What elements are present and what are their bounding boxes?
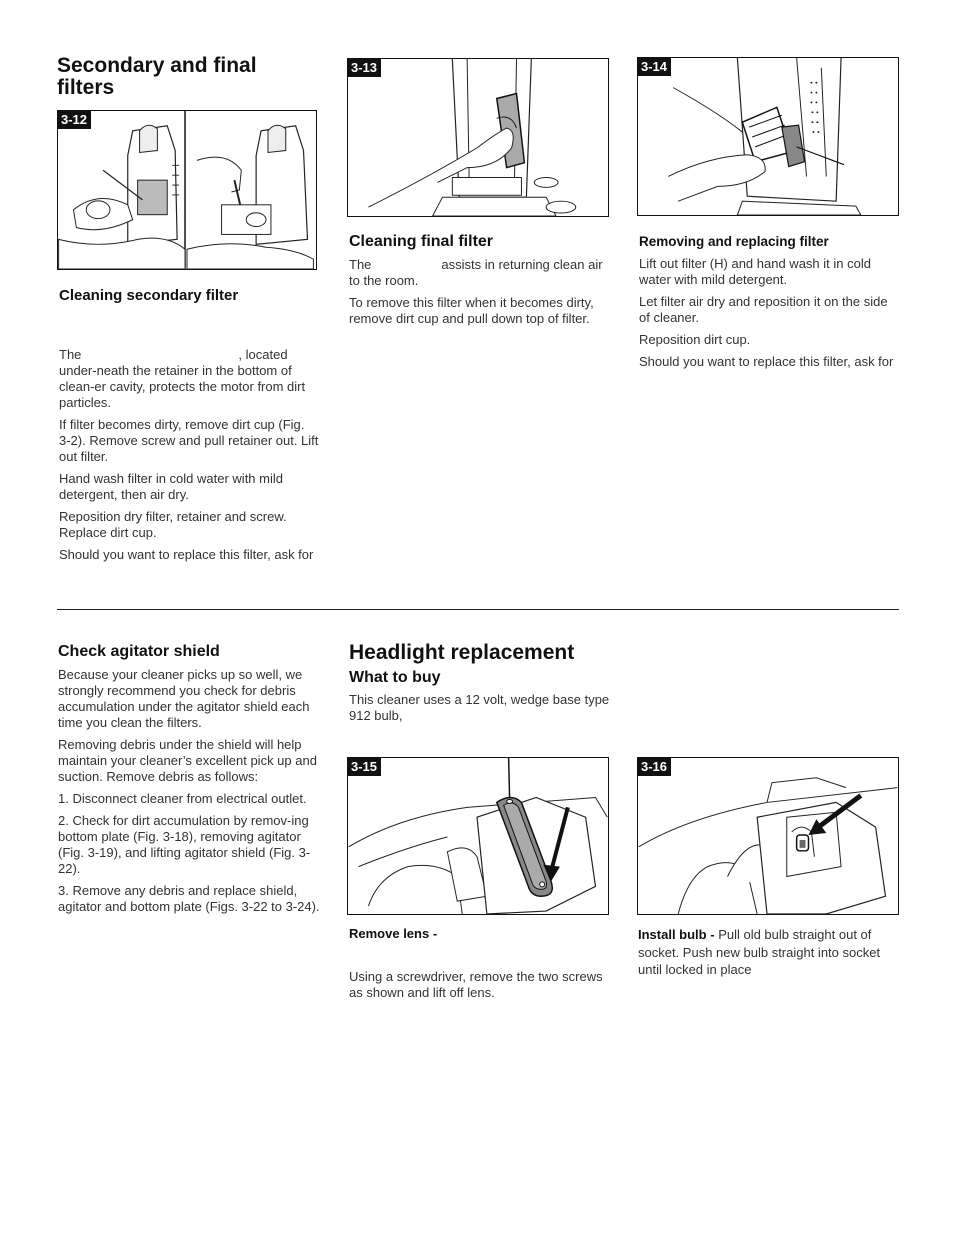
secondary-filter-heading: Cleaning secondary filter	[59, 287, 239, 304]
page-title: Secondary and final filters	[57, 54, 257, 99]
agitator-p1: Because your cleaner picks up so well, we strongly recommend you check for debris accumulation under the agitator shield each time you clean the filters.	[58, 667, 310, 730]
final-p1	[349, 257, 611, 289]
headlight-title: Headlight replacement	[349, 641, 575, 664]
secondary-p1-rest: , located under-neath the retainer in the bottom of clean-er cavity, protects the motor from dirt particles.	[59, 347, 306, 410]
figure-3-12-illustration	[58, 111, 316, 269]
agitator-p5: 3. Remove any debris and replace shield, agitator and bottom plate (Figs. 3-22 to 3-24).	[58, 883, 320, 914]
figure-3-14	[637, 57, 899, 216]
remove-lens-heading: Remove lens -	[349, 926, 438, 941]
final-filter-heading: Cleaning final filter	[349, 233, 494, 250]
agitator-heading: Check agitator shield	[58, 643, 220, 660]
secondary-p2: If filter becomes dirty, remove dirt cup (Fig. 3-2). Remove screw and pull retainer out. Lift out filter.	[59, 417, 319, 464]
remove-lens-block	[349, 926, 611, 1007]
replace-p4: Should you want to replace this filter, ask for	[639, 354, 894, 369]
install-bulb-heading: Install bulb -	[638, 927, 715, 942]
replace-p2: Let filter air dry and reposition it on the side of cleaner.	[639, 294, 888, 325]
secondary-p4: Reposition dry filter, retainer and screw. Replace dirt cup.	[59, 509, 287, 540]
final-p1-rest: assists in returning clean air to the room.	[349, 257, 603, 288]
replace-p1: Lift out filter (H) and hand wash it in cold water with mild detergent.	[639, 256, 871, 287]
agitator-p3: 1. Disconnect cleaner from electrical outlet.	[58, 791, 307, 806]
figure-3-16-illustration	[638, 758, 898, 914]
secondary-p1-start: The	[59, 347, 82, 362]
figure-3-16	[637, 757, 899, 915]
figure-label: 3-13	[348, 59, 381, 77]
secondary-p5: Should you want to replace this filter, ask for	[59, 547, 314, 562]
figure-3-13-illustration	[348, 59, 608, 216]
install-bulb-body: Pull old bulb straight out of socket. Push new bulb straight into socket until locked in place	[638, 927, 881, 977]
final-p2: To remove this filter when it becomes dirty, remove dirt cup and pull down top of filter.	[349, 295, 594, 326]
figure-3-14-illustration	[638, 58, 898, 215]
figure-label: 3-15	[348, 758, 381, 776]
figure-3-13	[347, 58, 609, 217]
final-p1-start: The	[349, 257, 372, 272]
what-to-buy-p1: This cleaner uses a 12 volt, wedge base type 912 bulb,	[349, 692, 610, 723]
secondary-p1	[59, 347, 319, 411]
figure-label: 3-16	[638, 758, 671, 776]
section-divider	[57, 609, 899, 610]
what-to-buy-text	[349, 692, 611, 730]
figure-label: 3-14	[638, 58, 671, 76]
what-to-buy-heading: What to buy	[349, 669, 441, 686]
replace-filter-text	[639, 256, 901, 376]
agitator-p2: Removing debris under the shield will help maintain your cleaner’s excellent pick up and suction. Remove debris as follows:	[58, 737, 317, 784]
install-bulb-text	[638, 926, 900, 979]
figure-3-12	[57, 110, 317, 270]
figure-3-15-illustration	[348, 758, 608, 914]
replace-p3: Reposition dirt cup.	[639, 332, 751, 347]
agitator-p4: 2. Check for dirt accumulation by remov-ing bottom plate (Fig. 3-18), removing agitator (Fig. 3-19), and lifting agitator shield (Fig. 3-22).	[58, 813, 311, 876]
install-bulb-block	[638, 926, 900, 985]
remove-lens-body: Using a screwdriver, remove the two screws as shown and lift off lens.	[349, 969, 603, 1000]
figure-3-15	[347, 757, 609, 915]
final-filter-text	[349, 257, 611, 333]
agitator-text	[58, 667, 320, 921]
secondary-filter-text	[59, 347, 319, 569]
replace-filter-heading: Removing and replacing filter	[639, 234, 829, 249]
secondary-p3: Hand wash filter in cold water with mild detergent, then air dry.	[59, 471, 283, 502]
figure-label: 3-12	[58, 111, 91, 129]
